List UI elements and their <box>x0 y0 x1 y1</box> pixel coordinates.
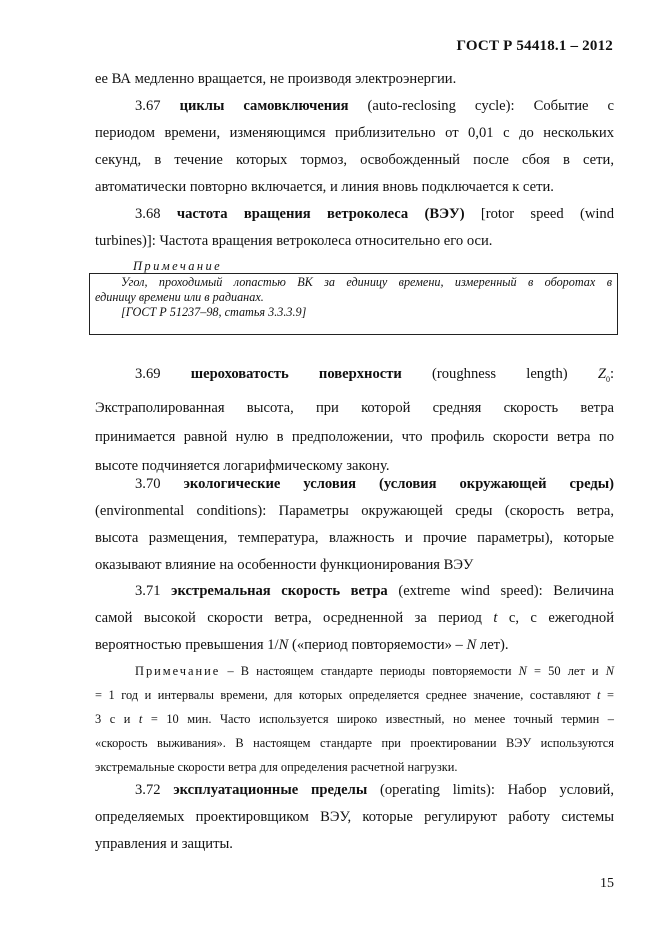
term-3-72-line-2: определяемых проектировщиком ВЭУ, которые регулируют работу системы <box>95 809 614 825</box>
term-3-69-line-3: принимается равной нулю в предположении, что профиль скорости ветра по <box>95 428 614 445</box>
term-3-67-line-1: 3.67 циклы самовключения (auto-reclosing cycle): Событие с <box>135 98 614 114</box>
symbol: $Z_0$: <box>597 366 615 384</box>
term-number: 3.67 <box>135 98 161 114</box>
term-3-68-line-1: 3.68 частота вращения ветроколеса (ВЭУ) [rotor speed (wind <box>135 206 615 222</box>
document-header: ГОСТ Р 54418.1 – 2012 <box>456 38 613 54</box>
term-3-70-line-1 <box>95 471 614 498</box>
term-3-68 <box>95 201 614 255</box>
term-3-67-line-4: автоматически повторно включается, и линия вновь подключается к сети. <box>95 179 554 195</box>
term-3-69-line-1: 3.69 шероховатость поверхности (roughness length) $Z_0$: <box>135 366 615 384</box>
note-text <box>95 275 612 320</box>
note-3-71-line-2: = 1 год и интервалы времени, для которых определяется среднее значение, составляют t = <box>95 688 614 702</box>
term-title: частота вращения ветроколеса (ВЭУ) <box>176 206 465 222</box>
note-3-71-line-5: экстремальные скорости ветра для определения расчетной нагрузки. <box>95 760 458 774</box>
note-reference: [ГОСТ Р 51237–98, статья 3.3.3.9] <box>121 305 307 319</box>
term-number: 3.69 <box>135 366 161 382</box>
term-title: шероховатость поверхности <box>190 366 402 382</box>
continuation-paragraph <box>95 66 614 93</box>
term-3-71-line-2: самой высокой скорости ветра, осредненной за период t с, с ежегодной <box>95 610 615 626</box>
term-3-70-line-2: (environmental conditions): Параметры окружающей среды (скорость ветра, <box>95 503 614 519</box>
term-3-70-line-4: оказывают влияние на особенности функционирования ВЭУ <box>95 557 474 573</box>
term-title: экологические условия (условия окружающей среды) <box>183 476 614 492</box>
note-3-71-line-4: «скорость выживания». В настоящем стандарте при проектировании ВЭУ используются <box>95 736 614 750</box>
term-title: циклы самовключения <box>179 98 349 114</box>
term-3-71-line-3: вероятностью превышения 1/N («период повторяемости» – N лет). <box>95 637 509 653</box>
term-3-68-line-2: turbines)]: Частота вращения ветроколеса относительно его оси. <box>95 233 493 249</box>
term-3-70-line-3: высота размещения, температура, влажность и прочие параметры), которые <box>95 530 614 546</box>
term-number: 3.71 <box>135 583 161 599</box>
term-3-69-line-4: высоте подчиняется логарифмическому закону. <box>95 457 390 474</box>
note-3-71 <box>95 659 614 779</box>
term-number: 3.70 <box>135 476 161 492</box>
note-line-1: Угол, проходимый лопастью ВК за единицу времени, измеренный в оборотах в <box>121 275 612 289</box>
term-3-72-line-3: управления и защиты. <box>95 836 233 852</box>
term-number: 3.72 <box>135 782 161 798</box>
term-3-72 <box>95 777 614 858</box>
note-3-71-line-1: Примечание – В настоящем стандарте периоды повторяемости N = 50 лет и N <box>135 664 614 678</box>
term-number: 3.68 <box>135 206 161 222</box>
term-3-67-line-2: периодом времени, изменяющимся приблизительно от 0,01 с до нескольких <box>95 125 614 141</box>
note-3-71-line-3: 3 с и t = 10 мин. Часто используется широко известный, но менее точный термин – <box>95 712 614 726</box>
continuation-line: ее ВА медленно вращается, не производя электроэнергии. <box>95 71 457 87</box>
term-3-71-line-1: 3.71 экстремальная скорость ветра (extreme wind speed): Величина <box>135 583 614 599</box>
term-3-71 <box>95 578 614 659</box>
term-title: экстремальная скорость ветра <box>171 583 388 599</box>
term-3-70 <box>95 471 614 579</box>
term-3-67-line-3: секунд, в течение которых тормоз, освобожденный после сбоя в сети, <box>95 152 614 168</box>
term-3-69-line-2: Экстраполированная высота, при которой средняя скорость ветра <box>95 399 614 416</box>
term-title: эксплуатационные пределы <box>173 782 368 798</box>
note-label: Примечание <box>133 259 223 273</box>
note-line-2: единицу времени или в радианах. <box>95 290 264 304</box>
term-3-69 <box>95 360 614 481</box>
term-3-72-line-1: 3.72 эксплуатационные пределы (operating limits): Набор условий, <box>135 782 614 798</box>
page-number: 15 <box>600 876 614 891</box>
term-3-67 <box>95 93 614 201</box>
